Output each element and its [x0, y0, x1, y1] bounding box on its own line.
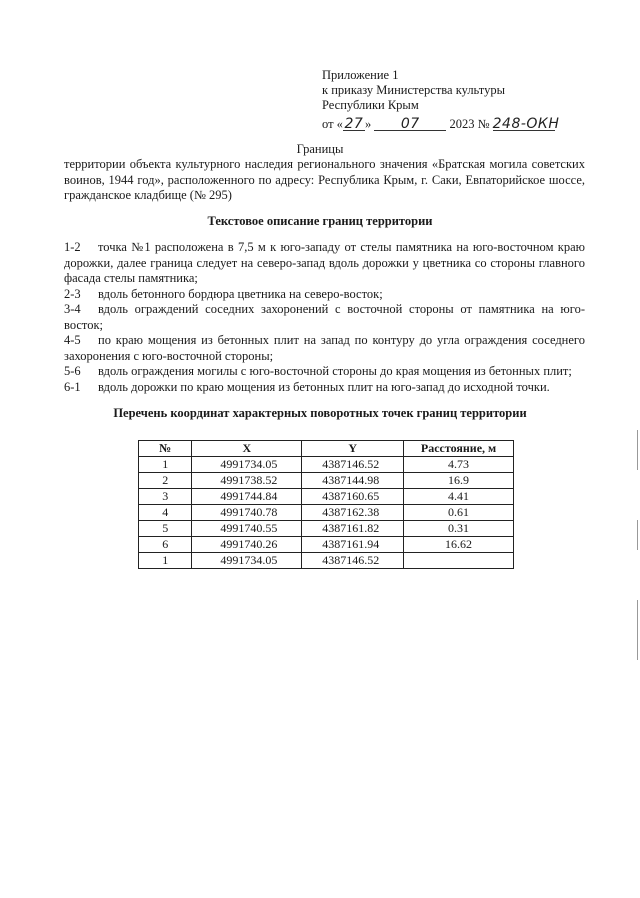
scan-edge-mark: [637, 520, 638, 550]
header-distance: Расстояние, м: [404, 441, 514, 457]
section-heading-description: Текстовое описание границ территории: [207, 214, 433, 228]
cell-distance: [404, 553, 514, 569]
date-year: 2023: [449, 117, 475, 131]
number-sign: №: [477, 117, 490, 131]
cell-distance: 16.62: [404, 537, 514, 553]
segment-text: по краю мощения из бетонных плит на запад по контуру до угла ограждения соседнего захоронения с юго-восточной стороны;: [64, 333, 585, 363]
cell-x: 4991740.55: [192, 521, 302, 537]
table-row: [139, 489, 514, 505]
cell-number: 5: [139, 521, 192, 537]
cell-y: 4387162.38: [302, 505, 404, 521]
segment-label: 3-4: [64, 302, 81, 316]
scan-edge-mark: [637, 600, 638, 660]
cell-y: 4387144.98: [302, 473, 404, 489]
cell-number: 1: [139, 457, 192, 473]
table-row: [139, 537, 514, 553]
segment-label: 1-2: [64, 240, 81, 254]
order-number-field: [492, 116, 560, 132]
cell-y: 4387161.82: [302, 521, 404, 537]
segment-label: 5-6: [64, 364, 81, 378]
boundary-item: [64, 333, 585, 364]
subject-paragraph: территории объекта культурного наследия регионального значения «Братская могила советских воинов, 1944 год», расположенного по адресу: Республика Крым, г. Саки, Евпаторийское шоссе, гражданское кладбище (№ 295): [64, 157, 585, 202]
cell-x: 4991738.52: [192, 473, 302, 489]
cell-number: 6: [139, 537, 192, 553]
date-mid: »: [364, 117, 372, 131]
cell-distance: 16.9: [404, 473, 514, 489]
boundary-description-list: [64, 240, 585, 395]
boundary-item: [64, 240, 585, 287]
cell-number: 3: [139, 489, 192, 505]
appendix-date-line: [322, 116, 560, 132]
scan-edge-mark: [637, 430, 638, 470]
boundary-item: [64, 380, 585, 396]
cell-x: 4991744.84: [192, 489, 302, 505]
header-x: X: [192, 441, 302, 457]
cell-x: 4991740.78: [192, 505, 302, 521]
coordinates-table: [138, 440, 514, 569]
section-heading-coordinates: Перечень координат характерных поворотных точек границ территории: [113, 406, 527, 420]
cell-y: 4387160.65: [302, 489, 404, 505]
header-number: №: [139, 441, 192, 457]
date-day: 27: [344, 116, 364, 132]
appendix-order-ref: к приказу Министерства культуры: [322, 83, 505, 97]
cell-x: 4991734.05: [192, 553, 302, 569]
segment-label: 2-3: [64, 286, 81, 301]
boundary-item: [64, 364, 585, 380]
boundary-item: [64, 287, 585, 303]
segment-text: вдоль ограждений соседних захоронений с восточной стороны от памятника на юго-восток;: [64, 302, 585, 332]
cell-number: 2: [139, 473, 192, 489]
table-row: [139, 505, 514, 521]
table-row: [139, 473, 514, 489]
date-month: 07: [400, 116, 420, 132]
cell-x: 4991734.05: [192, 457, 302, 473]
table-header-row: [139, 441, 514, 457]
document-title: Границы: [296, 142, 344, 156]
cell-distance: 0.31: [404, 521, 514, 537]
segment-text: вдоль дорожки по краю мощения из бетонных плит на юго-запад до исходной точки.: [98, 379, 550, 394]
cell-distance: 4.73: [404, 457, 514, 473]
segment-text: точка №1 расположена в 7,5 м к юго-западу от стелы памятника на юго-восточном краю дорожки, далее граница следует на северо-запад вдоль дорожки у цветника со стороны главного фасада стелы памятника;: [64, 240, 585, 285]
cell-y: 4387146.52: [302, 553, 404, 569]
appendix-title: Приложение 1: [322, 68, 399, 82]
cell-y: 4387146.52: [302, 457, 404, 473]
cell-distance: 0.61: [404, 505, 514, 521]
cell-x: 4991740.26: [192, 537, 302, 553]
table-row: [139, 457, 514, 473]
boundary-item: [64, 302, 585, 333]
cell-number: 1: [139, 553, 192, 569]
appendix-republic: Республики Крым: [322, 98, 419, 112]
table-row: [139, 521, 514, 537]
cell-distance: 4.41: [404, 489, 514, 505]
date-prefix: от «: [322, 117, 343, 131]
date-day-field: [343, 117, 365, 131]
date-month-field: [374, 117, 446, 131]
cell-y: 4387161.94: [302, 537, 404, 553]
table-row: [139, 553, 514, 569]
appendix-header: [322, 68, 560, 132]
segment-text: вдоль бетонного бордюра цветника на северо-восток;: [98, 286, 383, 301]
segment-text: вдоль ограждения могилы с юго-восточной стороны до края мощения из бетонных плит;: [98, 364, 572, 378]
order-number: 248-ОКН: [492, 116, 560, 132]
cell-number: 4: [139, 505, 192, 521]
segment-label: 6-1: [64, 379, 81, 394]
segment-label: 4-5: [64, 333, 81, 347]
header-y: Y: [302, 441, 404, 457]
